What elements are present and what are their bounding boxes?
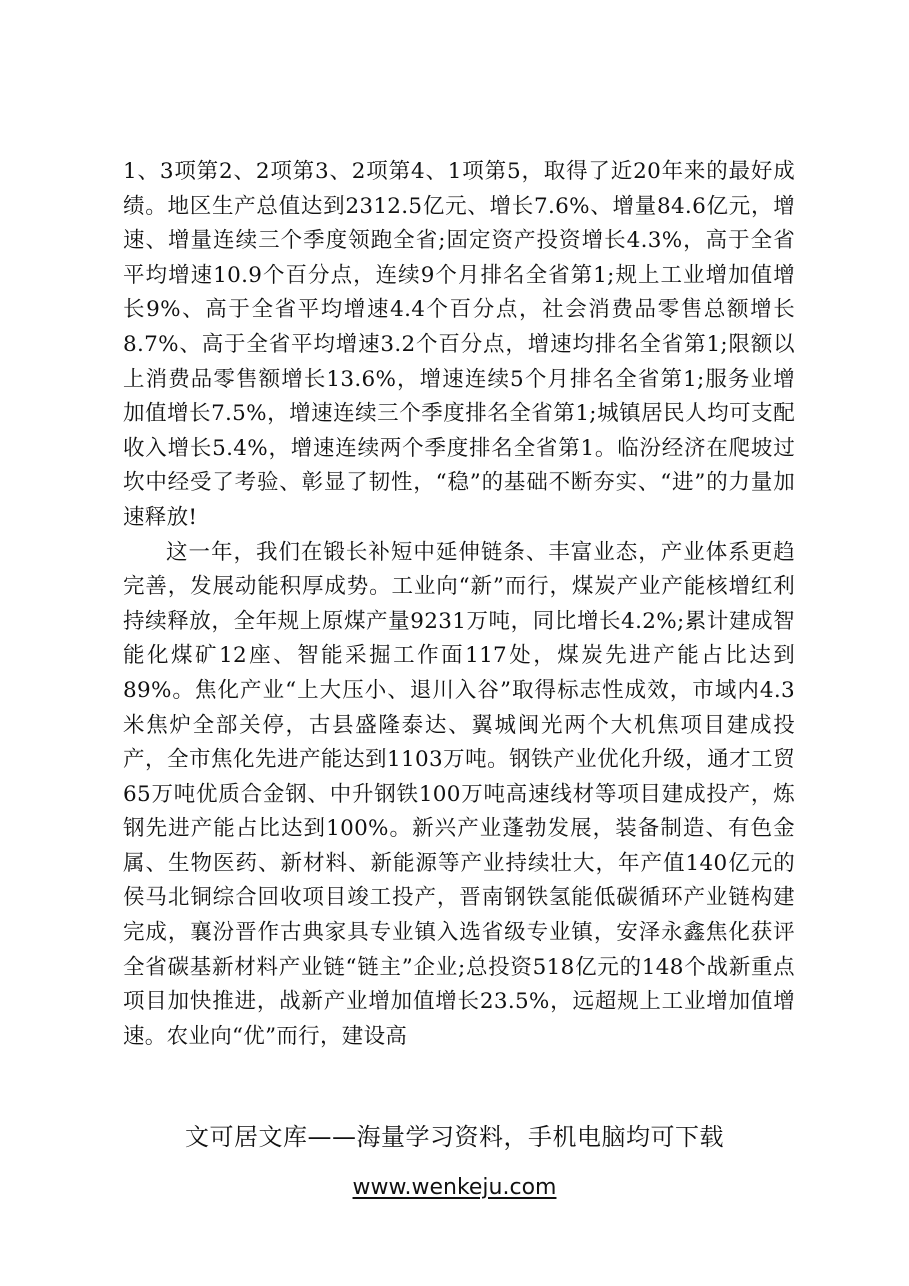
paragraph-industry: 这一年，我们在锻长补短中延伸链条、丰富业态，产业体系更趋完善，发展动能积厚成势。工业向“新”而行，煤炭产业产能核增红利持续释放，全年规上原煤产量9231万吨，同比增长4.2%;累计建成智能化煤矿12座、智能采掘工作面117处，煤炭先进产能占比达到89%。焦化产业“上大压小、退川入谷”取得标志性成效，市域内4.3米焦炉全部关停，古县盛隆泰达、翼城闽光两个大机焦项目建成投产，全市焦化先进产能达到1103万吨。钢铁产业优化升级，通才工贸65万吨优质合金钢、中升钢铁100万吨高速线材等项目建成投产，炼钢先进产能占比达到100%。新兴产业蓬勃发展，装备制造、有色金属、生物医药、新材料、新能源等产业持续壮大，年产值140亿元的侯马北铜综合回收项目竣工投产，晋南钢铁氢能低碳循环产业链构建完成，襄汾晋作古典家具专业镇入选省级专业镇，安泽永鑫焦化获评全省碳基新材料产业链“链主”企业;总投资518亿元的148个战新重点项目加快推进，战新产业增加值增长23.5%，远超规上工业增加值增速。农业向“优”而行，建设高 (123, 539, 795, 1049)
paragraph-continuation: 1、3项第2、2项第3、2项第4、1项第5，取得了近20年来的最好成绩。地区生产总值达到2312.5亿元、增长7.6%、增量84.6亿元，增速、增量连续三个季度领跑全省;固定资产投资增长4.3%，高于全省平均增速10.9个百分点，连续9个月排名全省第1;规上工业增加值增长9%、高于全省平均增速4.4个百分点，社会消费品零售总额增长8.7%、高于全省平均增速3.2个百分点，增速均排名全省第1;限额以上消费品零售额增长13.6%，增速连续5个月排名全省第1;服务业增加值增长7.5%，增速连续三个季度排名全省第1;城镇居民人均可支配收入增长5.4%，增速连续两个季度排名全省第1。临汾经济在爬坡过坎中经受了考验、彰显了韧性，“稳”的基础不断夯实、“进”的力量加速释放! (123, 159, 795, 530)
footer-slogan: 文可居文库——海量学习资料，手机电脑均可下载 (185, 1123, 724, 1151)
document-body (123, 155, 795, 1054)
footer-website-link[interactable]: www.wenkeju.com (352, 1175, 557, 1200)
